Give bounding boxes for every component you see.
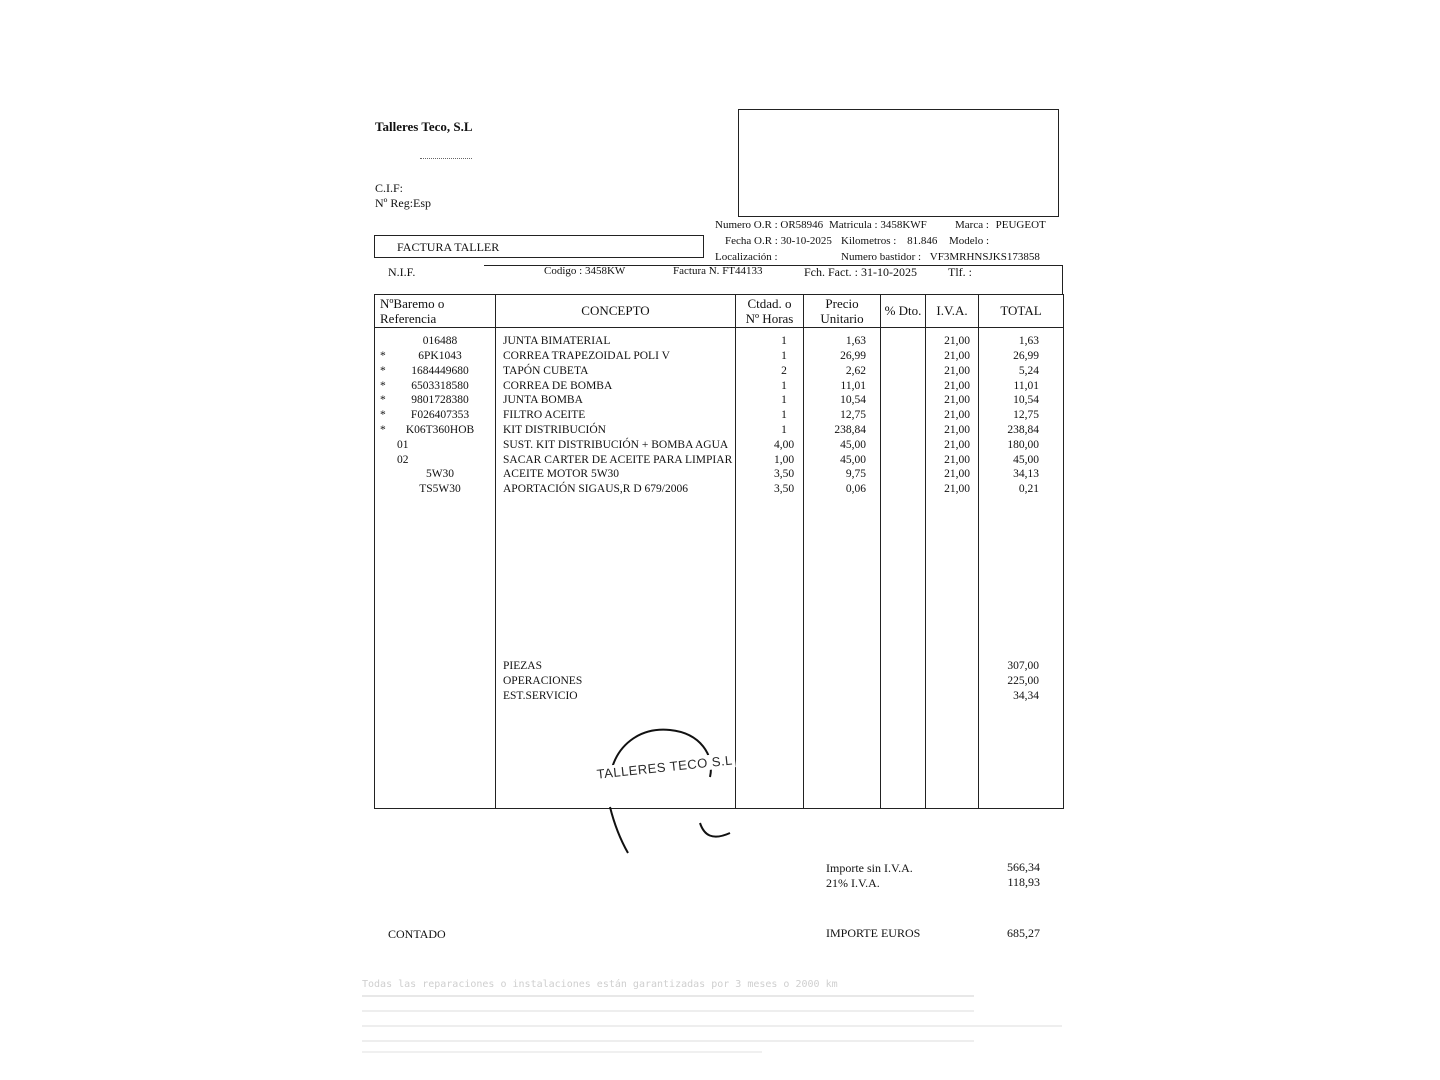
row-qty: 1,00: [773, 454, 795, 466]
header-qty: [736, 296, 803, 326]
row-total: 12,75: [1013, 409, 1039, 421]
or-label: Numero O.R :: [715, 219, 778, 231]
header-total: TOTAL: [1000, 303, 1042, 318]
table-row: [374, 364, 1064, 379]
footer-faded-line: [362, 1025, 1062, 1027]
total-label: IMPORTE EUROS: [826, 926, 921, 940]
invoice-number-label: Factura N.: [673, 265, 720, 277]
header-ref: [380, 296, 444, 326]
vin-label: Numero bastidor :: [841, 251, 922, 263]
row-qty: 4,00: [773, 439, 795, 451]
row-mark: *: [380, 380, 386, 392]
base-label: Importe sin I.V.A.: [826, 861, 913, 875]
doc-title-box: [374, 235, 704, 258]
row-qty: 1: [781, 394, 787, 406]
customer-address-box: [738, 109, 1059, 217]
row-price: 26,99: [840, 350, 866, 362]
row-total: 45,00: [1013, 454, 1039, 466]
table-row: [374, 467, 1064, 482]
row-mark: *: [380, 424, 386, 436]
code-label: Codigo :: [544, 265, 583, 277]
header-ref-line2: Referencia: [380, 311, 437, 326]
row-vat: 21,00: [944, 409, 970, 421]
row-price: 11,01: [840, 380, 866, 392]
row-total: 180,00: [1007, 439, 1039, 451]
row-ref: F026407353: [410, 409, 470, 421]
row-vat: 21,00: [944, 483, 970, 495]
invoice-date-value: 31-10-2025: [861, 265, 917, 279]
footer-faded-line: [362, 995, 974, 997]
or-value: OR58946: [780, 219, 824, 231]
row-concept: JUNTA BIMATERIAL: [503, 335, 611, 347]
company-stamp: TALLERES TECO S.L: [595, 752, 734, 782]
row-ref: 6503318580: [411, 380, 469, 392]
header-discount: % Dto.: [884, 303, 922, 318]
table-row: [374, 453, 1064, 468]
footer-faded-line: [362, 1010, 974, 1012]
footer-faded-line: [362, 1051, 762, 1053]
row-price: 9,75: [845, 468, 866, 480]
row-total: 5,24: [1018, 365, 1039, 377]
row-mark: *: [380, 350, 386, 362]
subtotal-row: [374, 689, 1064, 704]
table-row: [374, 423, 1064, 438]
plate-value: 3458KWF: [880, 219, 927, 231]
row-vat: 21,00: [944, 335, 970, 347]
header-vat: I.V.A.: [936, 303, 968, 318]
table-row: [374, 393, 1064, 408]
date-or-label: Fecha O.R :: [725, 235, 778, 247]
table-row: [374, 408, 1064, 423]
subtotal-value: 307,00: [1007, 660, 1039, 672]
redacted-address: [420, 158, 472, 159]
header-ref-line1: NºBaremo o: [380, 296, 445, 311]
invoice-number: [673, 265, 763, 277]
row-total: 26,99: [1013, 350, 1039, 362]
row-qty: 1: [781, 335, 787, 347]
nif-label: N.I.F.: [388, 265, 416, 279]
row-ref: 1684449680: [411, 365, 469, 377]
row-vat: 21,00: [944, 424, 970, 436]
row-price: 2,62: [845, 365, 866, 377]
row-ref: 5W30: [425, 468, 455, 480]
row-concept: ACEITE MOTOR 5W30: [503, 468, 620, 480]
total-value: 685,27: [1007, 926, 1040, 940]
row-ref: 9801728380: [411, 394, 469, 406]
company-name: Talleres Teco, S.L: [375, 119, 473, 134]
plate: [829, 219, 927, 231]
row-ref: TS5W30: [419, 483, 461, 495]
row-price: 12,75: [840, 409, 866, 421]
row-mark: *: [380, 394, 386, 406]
table-row: [374, 379, 1064, 394]
footer-faded-line: [362, 1040, 974, 1042]
row-price: 1,63: [845, 335, 866, 347]
brand: [955, 219, 1046, 231]
row-ref: 02: [397, 454, 409, 466]
km-label: Kilometros :: [841, 235, 897, 247]
payment-method: CONTADO: [388, 927, 446, 941]
row-vat: 21,00: [944, 365, 970, 377]
header-price-line1: Precio: [825, 296, 859, 311]
date-or-value: 30-10-2025: [780, 235, 832, 247]
row-vat: 21,00: [944, 439, 970, 451]
row-vat: 21,00: [944, 380, 970, 392]
row-ref: K06T360HOB: [405, 424, 475, 436]
row-qty: 3,50: [773, 483, 795, 495]
plate-label: Matricula :: [829, 219, 878, 231]
subtotal-label: PIEZAS: [503, 660, 542, 672]
row-total: 238,84: [1007, 424, 1039, 436]
header-price: [804, 296, 880, 326]
row-qty: 1: [781, 350, 787, 362]
row-concept: SACAR CARTER DE ACEITE PARA LIMPIAR: [503, 454, 733, 466]
vin-value: VF3MRHNSJKS173858: [929, 251, 1040, 263]
header-qty-line2: Nº Horas: [745, 311, 794, 326]
km-value: 81.846: [907, 235, 938, 247]
row-price: 0,06: [845, 483, 866, 495]
subtotal-label: OPERACIONES: [503, 675, 583, 687]
row-total: 11,01: [1013, 380, 1039, 392]
row-concept: SUST. KIT DISTRIBUCIÓN + BOMBA AGUA: [503, 439, 729, 451]
row-qty: 3,50: [773, 468, 795, 480]
header-qty-line1: Ctdad. o: [747, 296, 792, 311]
row-ref: 016488: [422, 335, 458, 347]
vat-total-value: 118,93: [1007, 875, 1040, 889]
header-concept: CONCEPTO: [581, 303, 650, 318]
row-price: 45,00: [840, 454, 866, 466]
brand-value: PEUGEOT: [995, 219, 1046, 231]
invoice-date: [804, 265, 917, 280]
table-row: [374, 334, 1064, 349]
code-value: 3458KW: [584, 265, 626, 277]
row-concept: KIT DISTRIBUCIÓN: [503, 424, 606, 436]
row-concept: JUNTA BOMBA: [503, 394, 583, 406]
row-ref: 6PK1043: [418, 350, 462, 362]
vin: [841, 251, 1040, 263]
signature-stroke: [570, 715, 760, 860]
table-row: [374, 349, 1064, 364]
subtotal-row: [374, 674, 1064, 689]
invoice-info-right-rule: [1062, 265, 1063, 295]
code: [544, 265, 625, 277]
row-concept: FILTRO ACEITE: [503, 409, 586, 421]
base-value: 566,34: [1007, 860, 1040, 874]
row-vat: 21,00: [944, 394, 970, 406]
row-ref: 01: [397, 439, 409, 451]
row-mark: *: [380, 365, 386, 377]
doc-title: FACTURA TALLER: [397, 240, 500, 254]
row-mark: *: [380, 409, 386, 421]
row-price: 238,84: [834, 424, 866, 436]
row-vat: 21,00: [944, 350, 970, 362]
location-label: Localización :: [715, 251, 778, 263]
subtotal-label: EST.SERVICIO: [503, 690, 578, 702]
phone-label: Tlf. :: [948, 265, 972, 279]
or-number: [715, 219, 823, 231]
table-header-rule: [374, 327, 1064, 328]
subtotal-value: 34,34: [1013, 690, 1039, 702]
brand-label: Marca :: [955, 219, 989, 231]
row-concept: CORREA DE BOMBA: [503, 380, 613, 392]
row-qty: 1: [781, 424, 787, 436]
row-price: 45,00: [840, 439, 866, 451]
km: [841, 235, 937, 247]
subtotal-value: 225,00: [1007, 675, 1039, 687]
header-price-line2: Unitario: [820, 311, 864, 326]
invoice-date-label: Fch. Fact. :: [804, 265, 858, 279]
row-concept: APORTACIÓN SIGAUS,R D 679/2006: [503, 483, 688, 495]
model-label: Modelo :: [949, 235, 990, 247]
row-concept: TAPÓN CUBETA: [503, 365, 589, 377]
row-qty: 1: [781, 409, 787, 421]
row-price: 10,54: [840, 394, 866, 406]
row-qty: 1: [781, 380, 787, 392]
row-vat: 21,00: [944, 454, 970, 466]
vat-total-label: 21% I.V.A.: [826, 876, 880, 890]
row-qty: 2: [781, 365, 787, 377]
reg-label: Nº Reg:Esp: [375, 196, 432, 210]
row-total: 34,13: [1013, 468, 1039, 480]
row-total: 0,21: [1018, 483, 1039, 495]
cif-label: C.I.F:: [375, 181, 404, 195]
row-vat: 21,00: [944, 468, 970, 480]
row-concept: CORREA TRAPEZOIDAL POLI V: [503, 350, 670, 362]
row-total: 1,63: [1018, 335, 1039, 347]
row-total: 10,54: [1013, 394, 1039, 406]
invoice-number-value: FT44133: [722, 265, 763, 277]
subtotal-row: [374, 659, 1064, 674]
footer-guarantee: Todas las reparaciones o instalaciones están garantizadas por 3 meses o 2000 km: [362, 979, 838, 990]
date-or: [725, 235, 832, 247]
table-row: [374, 438, 1064, 453]
table-row: [374, 482, 1064, 497]
